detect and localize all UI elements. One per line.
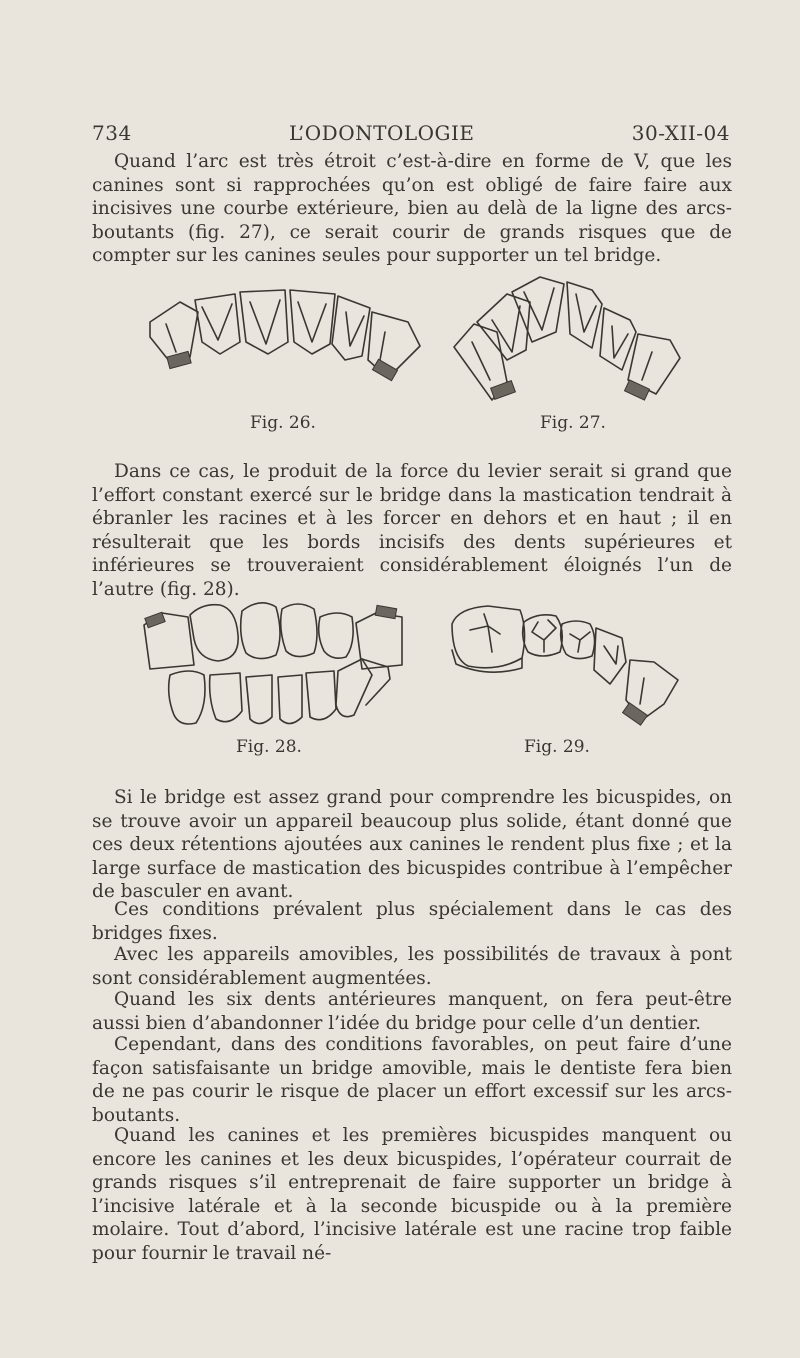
figure-28-separated-incisors-drawing (140, 595, 410, 735)
paragraph-4: Ces conditions prévalent plus spécialement dans le cas des bridges fixes. (92, 899, 732, 944)
figure-28-caption: Fig. 28. (236, 737, 302, 757)
paragraph-5: Avec les appareils amovibles, les possibilités de travaux à pont sont considérablement augmentées. (92, 944, 732, 989)
figure-26-caption: Fig. 26. (250, 413, 316, 433)
paragraph-6: Quand les six dents antérieures manquent, on fera peut-être aussi bien d’abandonner l’idée du bridge pour celle d’un dentier. (92, 989, 732, 1034)
running-header (92, 118, 730, 148)
paragraph-1: Quand l’arc est très étroit c’est-à-dire en forme de V, que les canines sont si rapprochées qu’on est obligé de faire faire aux incisives une courbe extérieure, bien au delà de la ligne des arcs-boutants (fig. 27), ce serait courir de grands risques que de compter sur les canines seules pour supporter un tel bridge. (92, 151, 732, 266)
paragraph-3: Si le bridge est assez grand pour comprendre les bicuspides, on se trouve avoir un appareil beaucoup plus solide, étant donné que ces deux rétentions ajoutées aux canines le rendent plus fixe ; et la large surface de mastication des bicuspides contribue à l’empêcher de basculer en avant. (92, 787, 732, 902)
figure-29-caption: Fig. 29. (524, 737, 590, 757)
figure-27-caption: Fig. 27. (540, 413, 606, 433)
paragraph-8: Quand les canines et les premières bicuspides manquent ou encore les canines et les deux bicuspides, l’opérateur courrait de grands risques s’il entreprenait de faire supporter un bridge à l’incisive latérale et à la seconde bicuspide ou à la première molaire. Tout d’abord, l’incisive latérale est une racine trop faible pour fournir le travail né- (92, 1125, 732, 1264)
figure-26-bridge-drawing (140, 282, 430, 392)
issue-date: 30-XII-04 (631, 121, 730, 145)
journal-title: L’ODONTOLOGIE (288, 121, 475, 145)
page-number: 734 (92, 121, 132, 145)
paragraph-7: Cependant, dans des conditions favorables, on peut faire d’une façon satisfaisante un bridge amovible, mais le dentiste fera bien de ne pas courir le risque de placer un effort excessif sur les arcs-boutants. (92, 1034, 732, 1126)
paragraph-2: Dans ce cas, le produit de la force du levier serait si grand que l’effort constant exercé sur le bridge dans la mastication tendrait à ébranler les racines et à les forcer en dehors et en haut ; il en résulterait que les bords incisifs des dents supérieures et inférieures se trouveraient considérablement éloignés l’un de l’autre (fig. 28). (92, 461, 732, 600)
figure-29-bicuspid-bridge-drawing (448, 600, 688, 735)
figure-27-v-arch-drawing (452, 272, 692, 407)
